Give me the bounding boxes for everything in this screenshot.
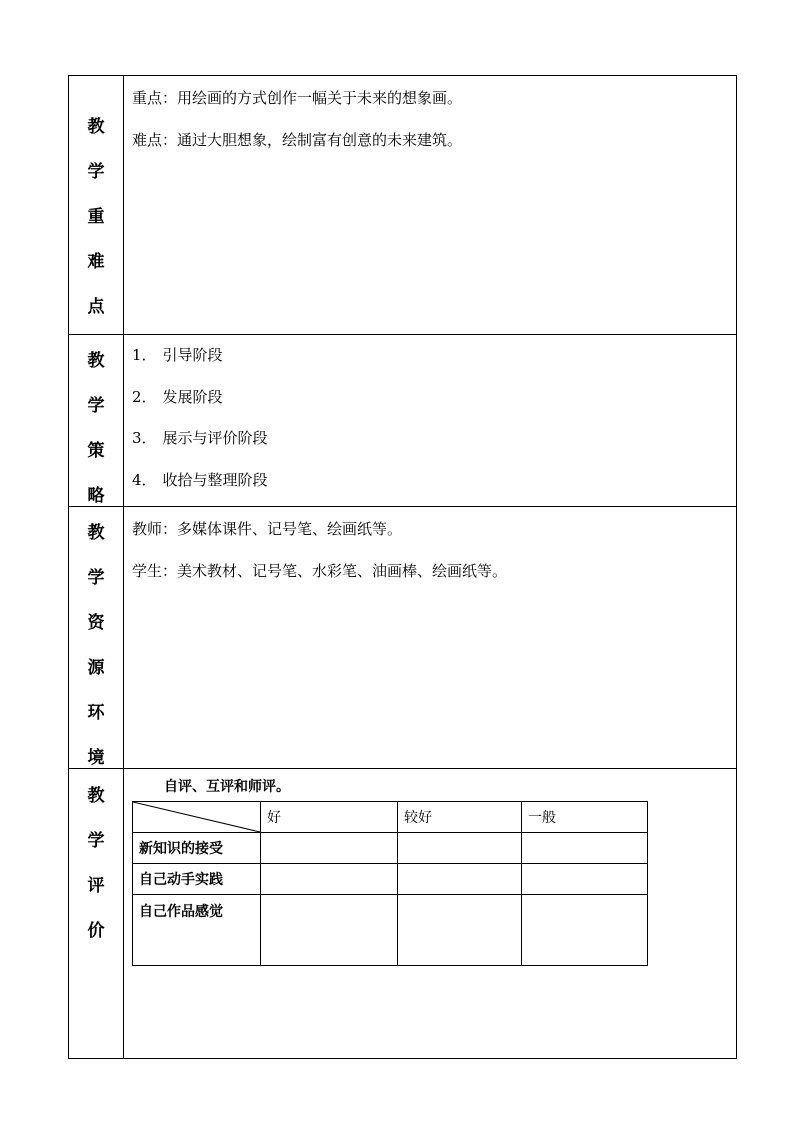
evaluation-header-row [133, 802, 648, 833]
focus-row [69, 76, 737, 335]
evaluation-intro: 自评、互评和师评。 [164, 779, 290, 795]
evaluation-criteria-row [133, 895, 648, 966]
resources-label-char: 教 [87, 523, 105, 543]
resources-label-char: 环 [87, 703, 105, 723]
focus-label-char: 学 [87, 162, 105, 182]
strategy-label-cell [69, 335, 124, 507]
criteria-label: 自己作品感觉 [133, 895, 261, 966]
rating-cell[interactable] [261, 833, 398, 864]
key-point-text: 重点：用绘画的方式创作一幅关于未来的想象画。 [132, 89, 463, 107]
resources-label-cell [69, 507, 124, 769]
evaluation-label-char: 学 [87, 831, 105, 851]
diagonal-line [133, 802, 260, 832]
strategy-label [69, 335, 123, 506]
rating-cell[interactable] [261, 864, 398, 895]
criteria-label: 自己动手实践 [133, 864, 261, 895]
strategy-label-char: 教 [87, 351, 105, 371]
diagonal-header-cell [133, 802, 261, 833]
evaluation-label [69, 769, 123, 941]
rating-cell[interactable] [398, 895, 522, 966]
strategy-item: 3． 展示与评价阶段 [132, 429, 268, 447]
strategy-item: 2． 发展阶段 [132, 387, 223, 406]
resources-label-char: 境 [87, 748, 105, 768]
evaluation-criteria-row [133, 864, 648, 895]
lesson-plan-table [68, 75, 737, 1059]
strategy-label-char: 策 [87, 441, 105, 461]
evaluation-label-cell [69, 769, 124, 1059]
strategy-label-char: 学 [87, 396, 105, 416]
student-resources-text: 学生：美术教材、记号笔、水彩笔、油画棒、绘画纸等。 [132, 561, 508, 580]
rating-cell[interactable] [522, 833, 648, 864]
evaluation-row [69, 769, 737, 1059]
rating-cell[interactable] [522, 895, 648, 966]
resources-label-char: 学 [87, 568, 105, 588]
focus-label-char: 点 [87, 297, 105, 317]
evaluation-content [124, 769, 737, 1059]
strategy-label-char: 略 [87, 486, 105, 506]
focus-label-cell [69, 76, 124, 335]
strategy-row [69, 335, 737, 507]
focus-label [69, 76, 123, 317]
column-header-average: 一般 [522, 802, 648, 833]
resources-label [69, 507, 123, 768]
strategy-item: 1． 引导阶段 [132, 346, 223, 364]
resources-content [124, 507, 737, 769]
difficulty-text: 难点：通过大胆想象，绘制富有创意的未来建筑。 [132, 130, 463, 149]
evaluation-criteria-row [133, 833, 648, 864]
rating-cell[interactable] [261, 895, 398, 966]
column-header-fairly-good: 较好 [398, 802, 522, 833]
focus-content [124, 76, 737, 335]
resources-label-char: 资 [87, 613, 105, 633]
rating-cell[interactable] [398, 864, 522, 895]
strategy-item: 4． 收拾与整理阶段 [132, 470, 268, 489]
focus-label-char: 难 [87, 252, 105, 272]
rating-cell[interactable] [522, 864, 648, 895]
resources-label-char: 源 [87, 658, 105, 678]
evaluation-label-char: 教 [87, 786, 105, 806]
focus-label-char: 教 [87, 117, 105, 137]
criteria-label: 新知识的接受 [133, 833, 261, 864]
evaluation-label-char: 价 [87, 921, 105, 941]
column-header-good: 好 [261, 802, 398, 833]
teacher-resources-text: 教师：多媒体课件、记号笔、绘画纸等。 [132, 520, 403, 538]
evaluation-label-char: 评 [87, 876, 105, 896]
strategy-content [124, 335, 737, 507]
resources-row [69, 507, 737, 769]
rating-cell[interactable] [398, 833, 522, 864]
focus-label-char: 重 [87, 207, 105, 227]
evaluation-table [132, 801, 648, 966]
